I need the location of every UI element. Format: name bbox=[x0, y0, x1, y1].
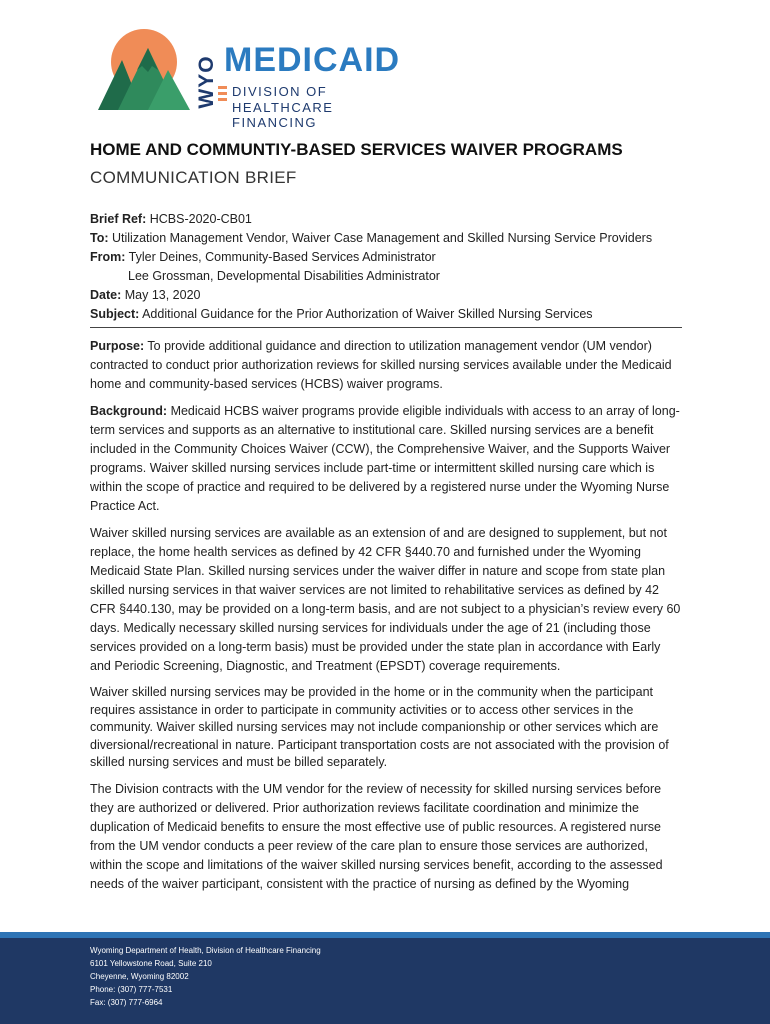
footer-line-1: Wyoming Department of Health, Division of Healthcare Financing bbox=[90, 946, 321, 955]
to-label: To: bbox=[90, 231, 109, 245]
document-title: HOME AND COMMUNTIY-BASED SERVICES WAIVER PROGRAMS bbox=[90, 140, 623, 159]
brief-ref-label: Brief Ref: bbox=[90, 212, 147, 226]
date-row bbox=[90, 286, 682, 305]
page-footer bbox=[0, 932, 770, 1024]
footer-stripe bbox=[0, 932, 770, 938]
divider bbox=[90, 327, 682, 328]
footer-contact bbox=[90, 944, 321, 1009]
to-value: Utilization Management Vendor, Waiver Case Management and Skilled Nursing Service Providers bbox=[108, 231, 653, 245]
date-label: Date: bbox=[90, 288, 122, 302]
subject-label: Subject: bbox=[90, 307, 140, 321]
from-label: From: bbox=[90, 250, 126, 264]
purpose-label: Purpose: bbox=[90, 339, 145, 353]
to-row bbox=[90, 229, 682, 248]
paragraph-4: Waiver skilled nursing services may be provided in the home or in the community when the participant requires assistance in order to participate in community activities or to access other services in the community. Waiver skilled nursing services may not include companionship or other services which are diversional/recreational in nature. Participant transportation costs are not associated with the provision of skilled nursing services and must be billed separately. bbox=[90, 685, 669, 769]
footer-line-4: Phone: (307) 777-7531 bbox=[90, 985, 173, 994]
medicaid-wordmark: MEDICAID bbox=[224, 41, 401, 79]
brief-ref-value: HCBS-2020-CB01 bbox=[146, 212, 252, 226]
paragraph-5: The Division contracts with the UM vendor for the review of necessity for skilled nursing services before they are authorized or delivered. Prior authorization reviews facilitate coordination and minimize the duplication of Medicaid benefits to ensure the most effective use of public resources. A registered nurse from the UM vendor conducts a peer review of the care plan to ensure those services are authorized, within the scope and limitations of the waiver skilled nursing services benefit, according to the assessed needs of the waiver participant, consistent with the practice of nursing as defined by the Wyoming bbox=[90, 781, 663, 891]
subject-value: Additional Guidance for the Prior Authorization of Waiver Skilled Nursing Services bbox=[139, 307, 593, 321]
footer-line-5: Fax: (307) 777-6964 bbox=[90, 998, 163, 1007]
paragraph-3: Waiver skilled nursing services are available as an extension of and are designed to supplement, but not replace, the home health services as defined by 42 CFR §440.70 and furnished under the Wyoming Medicaid State Plan. Skilled nursing services under the waiver differ in nature and scope from state plan skilled nursing services in that waiver services are not limited to rehabilitative services as defined by 42 CFR §440.130, may be provided on a long-term basis, and are not subject to a physician’s review every 60 days. Medically necessary skilled nursing services for individuals under the age of 21 (including those services provided on a long-term basis) must be provided under the state plan in accordance with Early and Periodic Screening, Diagnostic, and Treatment (EPSDT) coverage requirements. bbox=[90, 526, 681, 673]
date-value: May 13, 2020 bbox=[121, 288, 201, 302]
purpose-text: To provide additional guidance and direction to utilization management vendor (UM vendor) contracted to conduct prior authorization reviews for skilled nursing services available under the Medicaid home and community-based services (HCBS) waiver programs. bbox=[90, 339, 672, 391]
division-line-1: DIVISION OF bbox=[232, 84, 328, 99]
background-paragraph bbox=[90, 402, 682, 516]
wyo-wordmark: WYO bbox=[195, 55, 218, 109]
brief-ref-row bbox=[90, 210, 682, 229]
from-row bbox=[90, 248, 682, 267]
document-body bbox=[90, 337, 682, 902]
background-text: Medicaid HCBS waiver programs provide eligible individuals with access to an array of long-term services and supports as an alternative to institutional care. Skilled nursing services are a benefit included in the Community Choices Waiver (CCW), the Comprehensive Waiver, and the Supports Waiver programs. Waiver skilled nursing services include part-time or intermittent skilled nursing care which is within the scope of practice and required to be delivered by a registered nurse under the Wyoming Nurse Practice Act. bbox=[90, 404, 680, 513]
from-value: Tyler Deines, Community-Based Services Administrator bbox=[125, 250, 436, 264]
from-row-2: Lee Grossman, Developmental Disabilities Administrator bbox=[128, 269, 440, 283]
purpose-paragraph bbox=[90, 337, 682, 394]
logo-bars bbox=[218, 86, 228, 104]
footer-line-3: Cheyenne, Wyoming 82002 bbox=[90, 972, 189, 981]
brief-metadata bbox=[90, 210, 682, 324]
background-label: Background: bbox=[90, 404, 168, 418]
mountain-sun-icon bbox=[92, 26, 192, 116]
footer-line-2: 6101 Yellowstone Road, Suite 210 bbox=[90, 959, 212, 968]
document-subtitle: COMMUNICATION BRIEF bbox=[90, 168, 297, 187]
subject-row bbox=[90, 305, 682, 324]
division-line-2: HEALTHCARE FINANCING bbox=[232, 100, 334, 130]
medicaid-logo bbox=[92, 26, 401, 130]
